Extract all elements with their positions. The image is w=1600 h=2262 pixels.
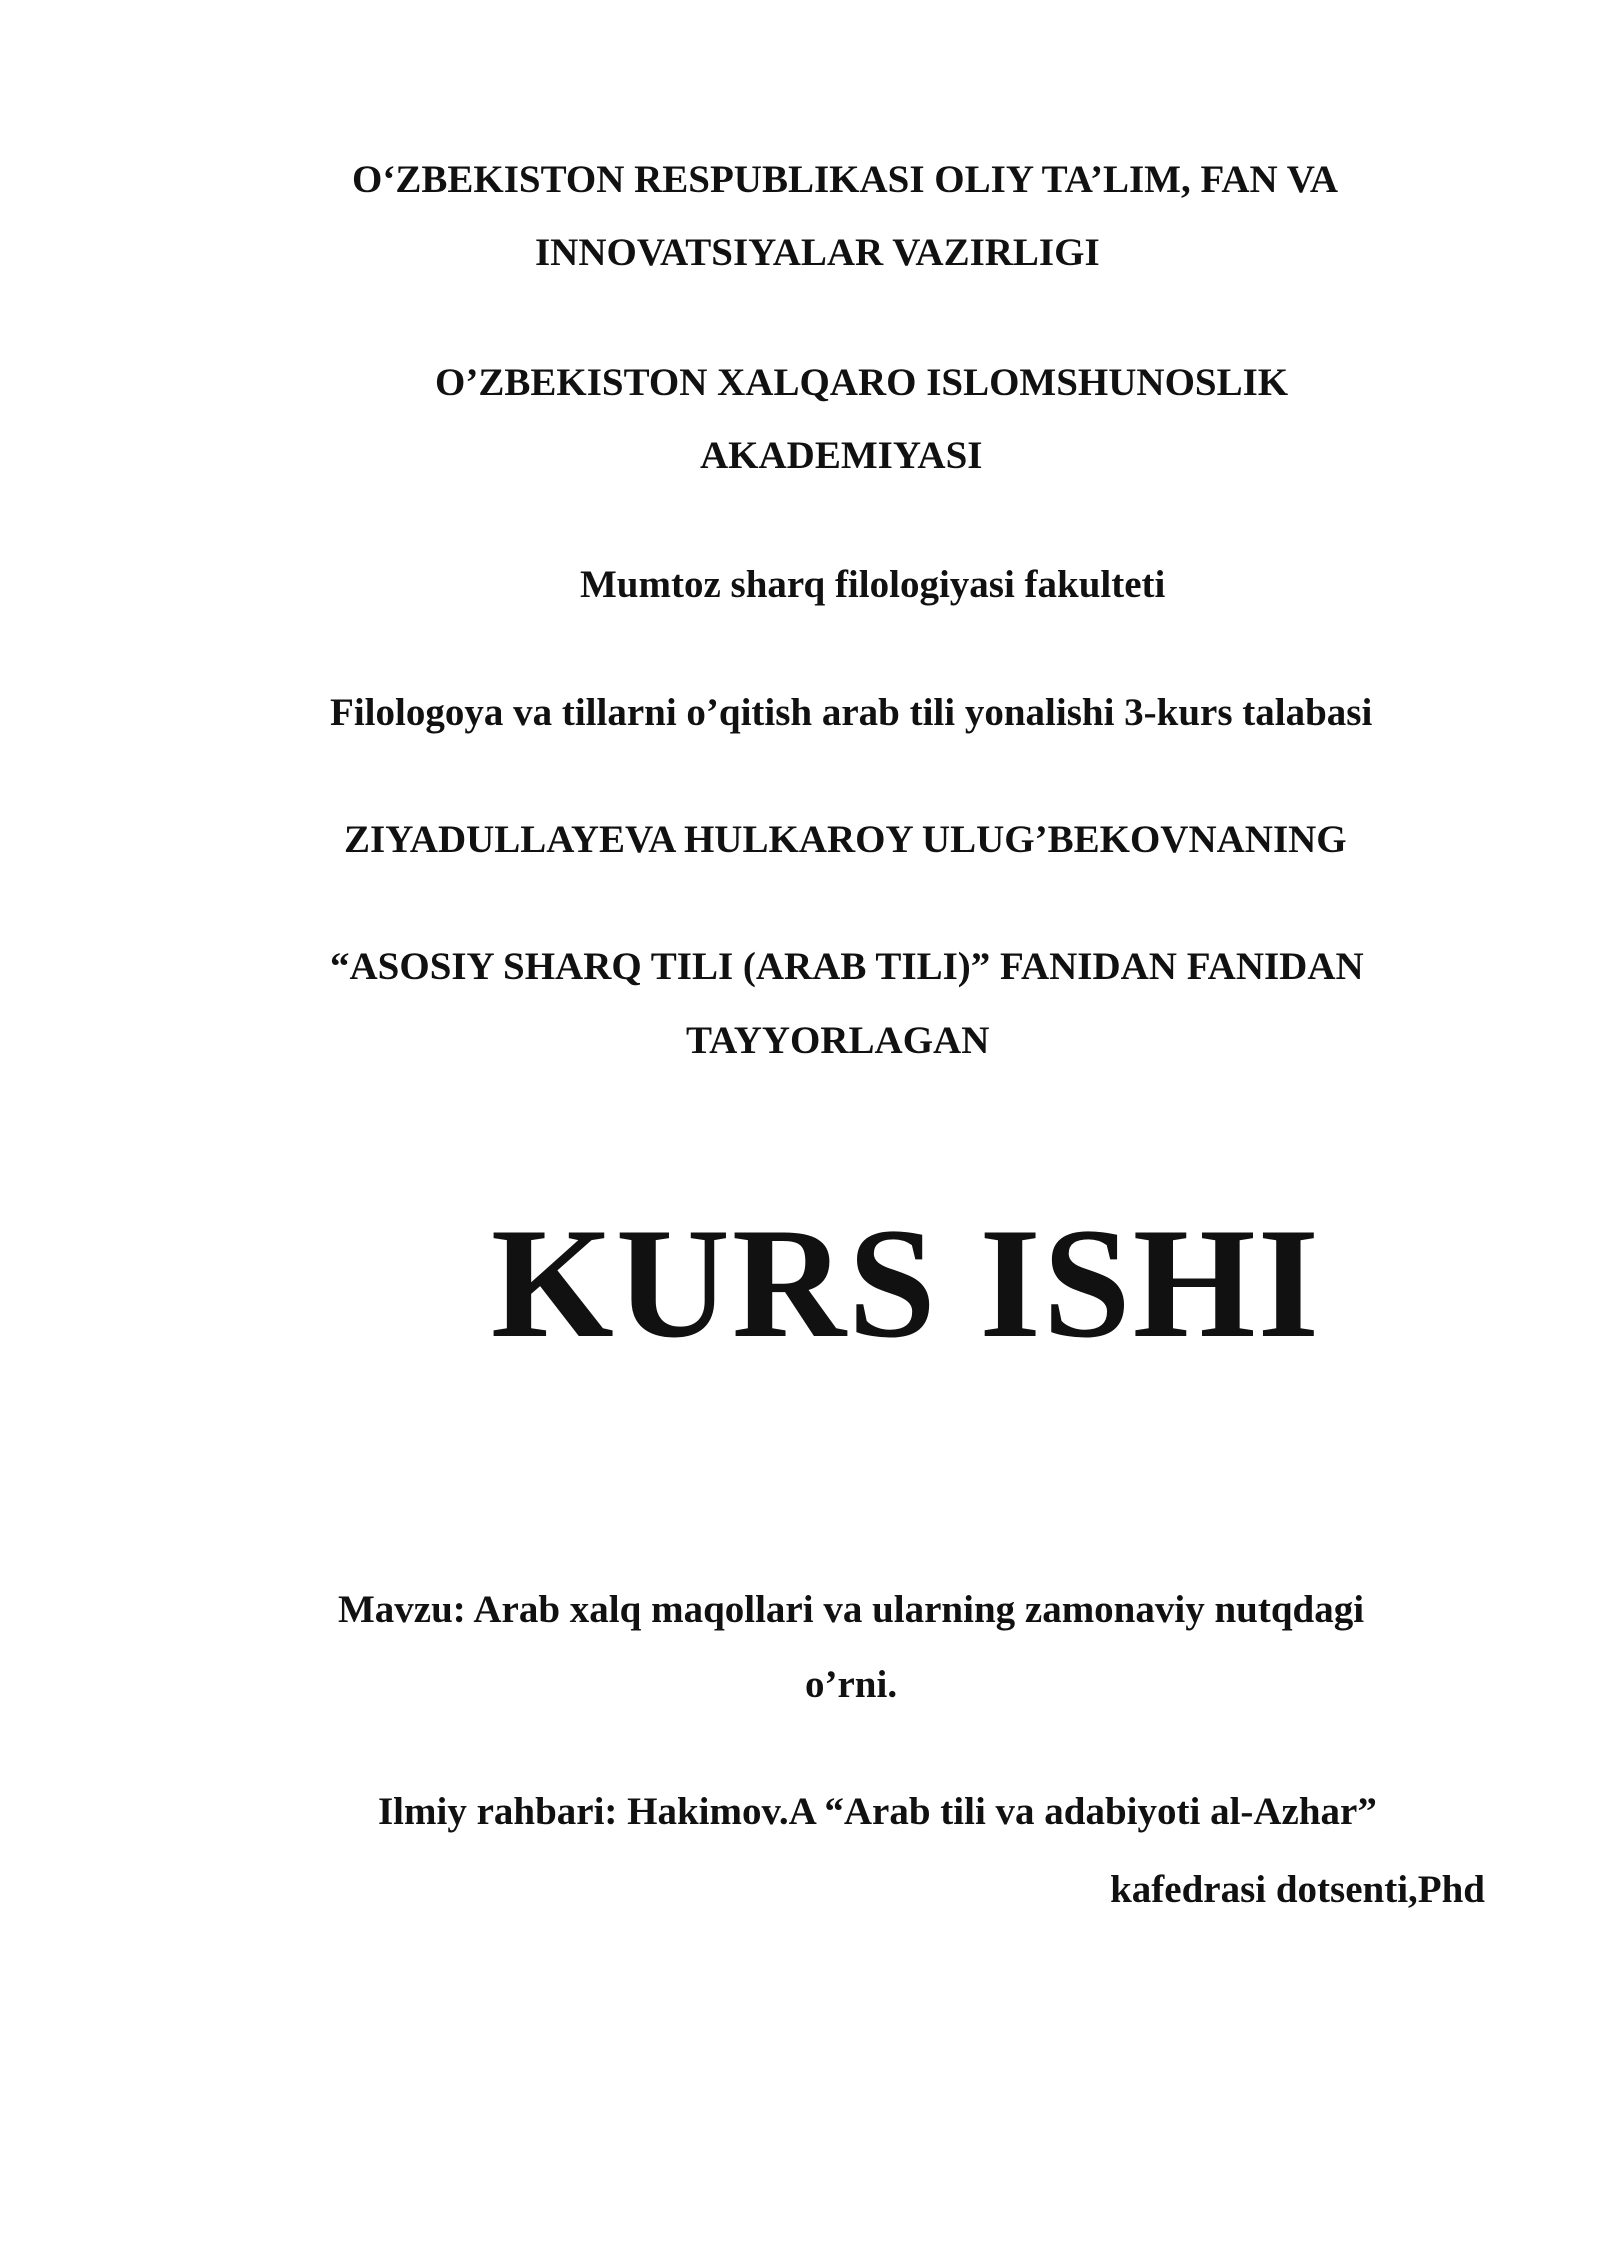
supervisor-line-1: Ilmiy rahbari: Hakimov.A “Arab tili va adabiyoti al-Azhar” [378,1790,1377,1833]
supervisor-line-2: kafedrasi dotsenti,Phd [1110,1868,1485,1911]
academy-line-1: O’ZBEKISTON XALQARO ISLOMSHUNOSLIK [435,361,1289,404]
ministry-line-1: O‘ZBEKISTON RESPUBLIKASI OLIY TA’LIM, FAN VA [352,158,1339,201]
topic-line-1: Mavzu: Arab xalq maqollari va ularning zamonaviy nutqdagi [338,1588,1365,1631]
faculty-name: Mumtoz sharq filologiyasi fakulteti [580,563,1166,606]
subject-line-1: “ASOSIY SHARQ TILI (ARAB TILI)” FANIDAN FANIDAN [330,945,1364,988]
topic-line-2: o’rni. [805,1663,898,1706]
ministry-line-2: INNOVATSIYALAR VAZIRLIGI [535,231,1100,274]
document-title: KURS ISHI [490,1196,1322,1371]
academy-line-2: AKADEMIYASI [700,434,983,477]
student-name: ZIYADULLAYEVA HULKAROY ULUG’BEKOVNANING [344,818,1347,861]
study-direction: Filologoya va tillarni o’qitish arab tili yonalishi 3-kurs talabasi [330,691,1373,734]
subject-line-2: TAYYORLAGAN [686,1019,990,1062]
